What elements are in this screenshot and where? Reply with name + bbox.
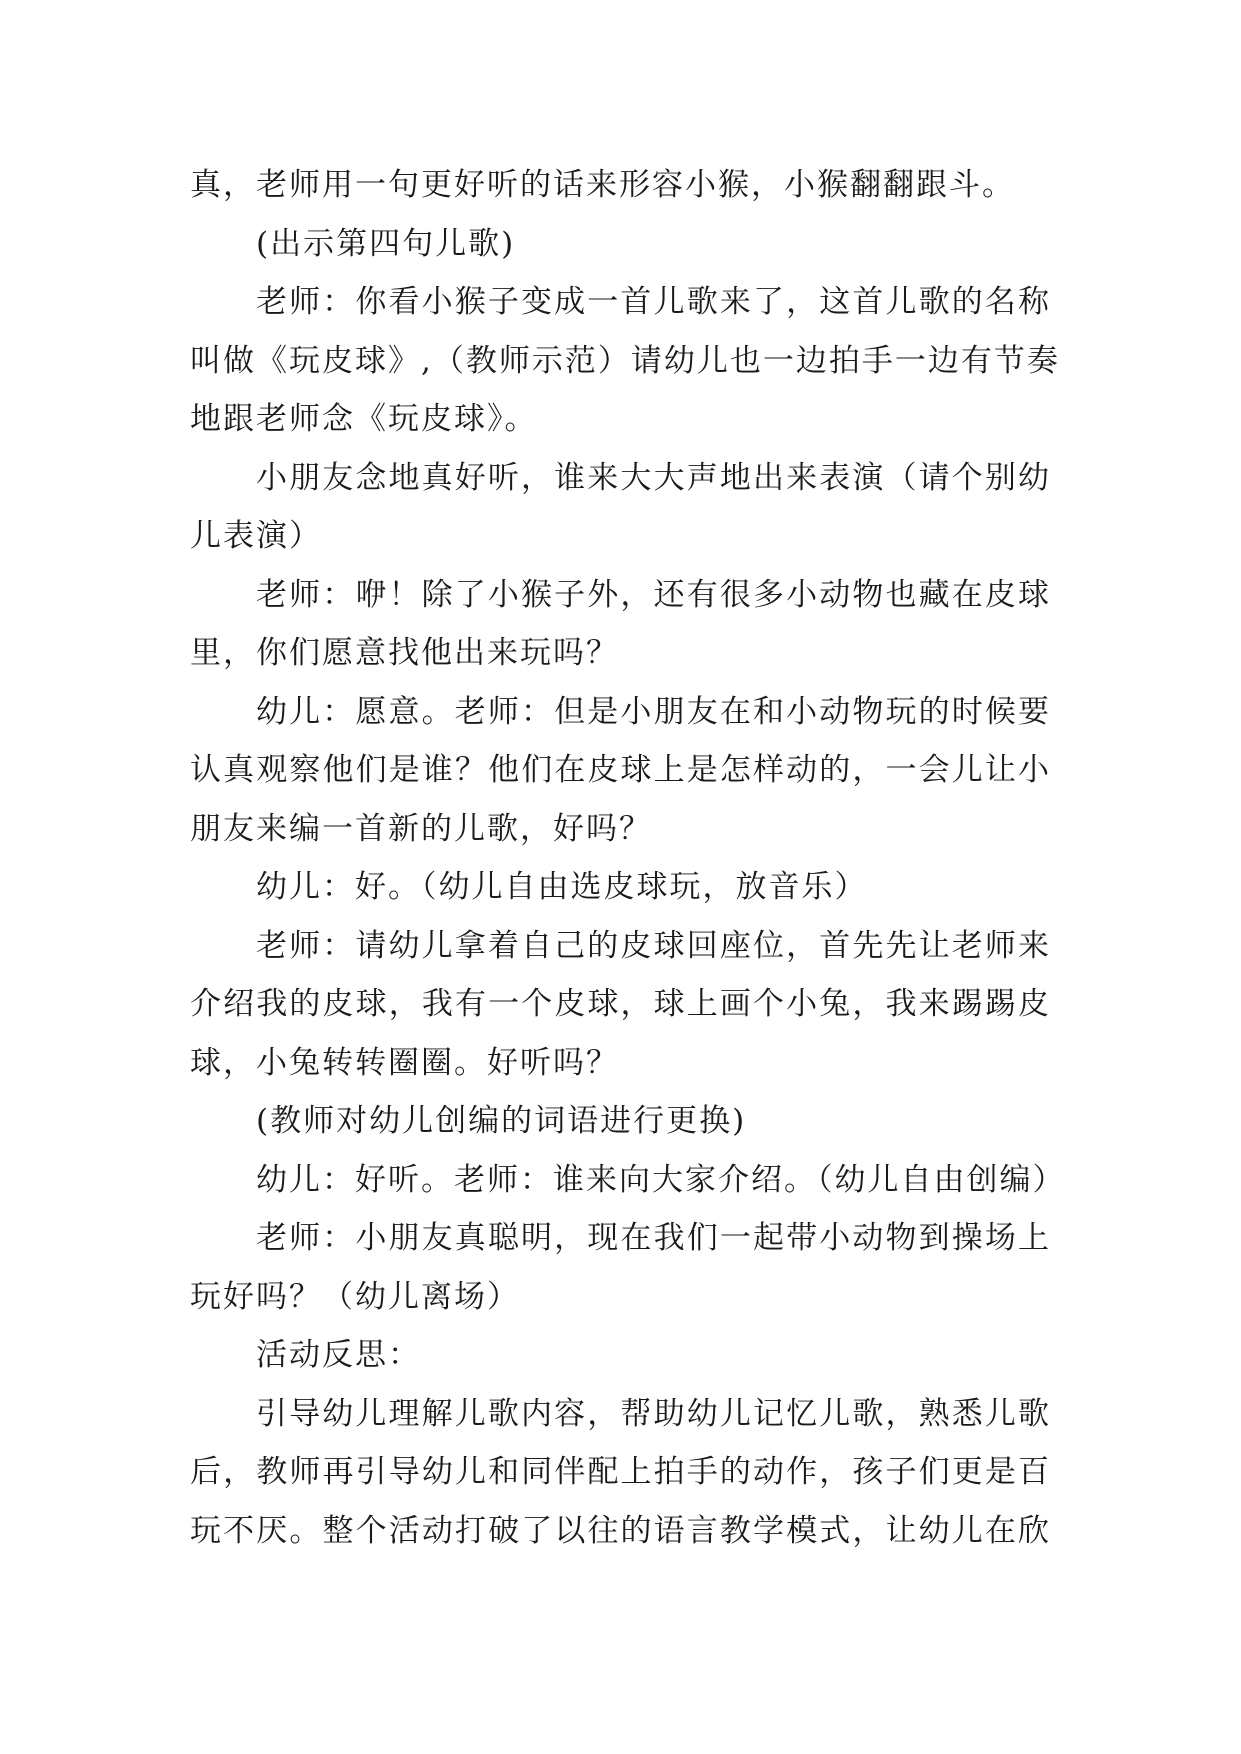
text-line: (出示第四句儿歌): [256, 225, 516, 262]
text-line: 里，你们愿意找他出来玩吗？: [190, 635, 619, 671]
text-line: 球，小兔转转圈圈。好听吗？: [190, 1044, 619, 1081]
text-line: 小朋友念地真好听，谁来大大声地出来表演（请个别幼: [256, 459, 1051, 496]
text-line: 地跟老师念《玩皮球》。: [190, 401, 538, 437]
text-line: 玩好吗？（幼儿离场）: [190, 1278, 520, 1315]
text-line: 幼儿：好。（幼儿自由选皮球玩，放音乐）: [256, 869, 868, 905]
text-line: 老师：你看小猴子变成一首儿歌来了，这首儿歌的名称: [256, 284, 1051, 320]
text-line: 玩不厌。整个活动打破了以往的语言教学模式，让幼儿在欣: [190, 1512, 1051, 1549]
paragraph: [190, 215, 1051, 274]
text-line: 老师：咿！除了小猴子外，还有很多小动物也藏在皮球: [256, 576, 1051, 613]
text-line: 老师：小朋友真聪明，现在我们一起带小动物到操场上: [256, 1220, 1051, 1256]
text-line: (教师对幼儿创编的词语进行更换): [256, 1103, 747, 1139]
paragraph: [190, 566, 1051, 683]
paragraph: [190, 1092, 1051, 1151]
section-heading: 活动反思：: [256, 1337, 421, 1373]
text-line: 幼儿：愿意。老师：但是小朋友在和小动物玩的时候要: [256, 693, 1051, 730]
text-line: 后，教师再引导幼儿和同伴配上拍手的动作，孩子们更是百: [190, 1454, 1051, 1490]
text-line: 认真观察他们是谁？他们在皮球上是怎样动的，一会儿让小: [190, 752, 1051, 788]
paragraph: [190, 858, 1051, 917]
paragraph: [190, 917, 1051, 1093]
text-line: 引导幼儿理解儿歌内容，帮助幼儿记忆儿歌，熟悉儿歌: [256, 1395, 1051, 1432]
text-line: 老师：请幼儿拿着自己的皮球回座位，首先先让老师来: [256, 927, 1051, 964]
paragraph: [190, 683, 1051, 859]
paragraph: [190, 449, 1051, 566]
paragraph: [190, 1209, 1051, 1326]
paragraph: [190, 273, 1060, 449]
text-line: 朋友来编一首新的儿歌，好吗？: [190, 810, 652, 847]
text-line: 儿表演）: [190, 518, 322, 554]
text-line: 叫做《玩皮球》,（教师示范）请幼儿也一边拍手一边有节奏: [190, 342, 1060, 379]
text-line: 介绍我的皮球，我有一个皮球，球上画个小兔，我来踢踢皮: [190, 986, 1051, 1022]
paragraph: [190, 1151, 1066, 1210]
paragraph: [190, 156, 1051, 215]
text-line: 真，老师用一句更好听的话来形容小猴，小猴翻翻跟斗。: [190, 167, 1015, 203]
text-line: 幼儿：好听。老师：谁来向大家介绍。（幼儿自由创编）: [256, 1161, 1066, 1198]
document-body: [190, 156, 1066, 1560]
paragraph: [190, 1385, 1051, 1561]
paragraph: [190, 1326, 1051, 1385]
